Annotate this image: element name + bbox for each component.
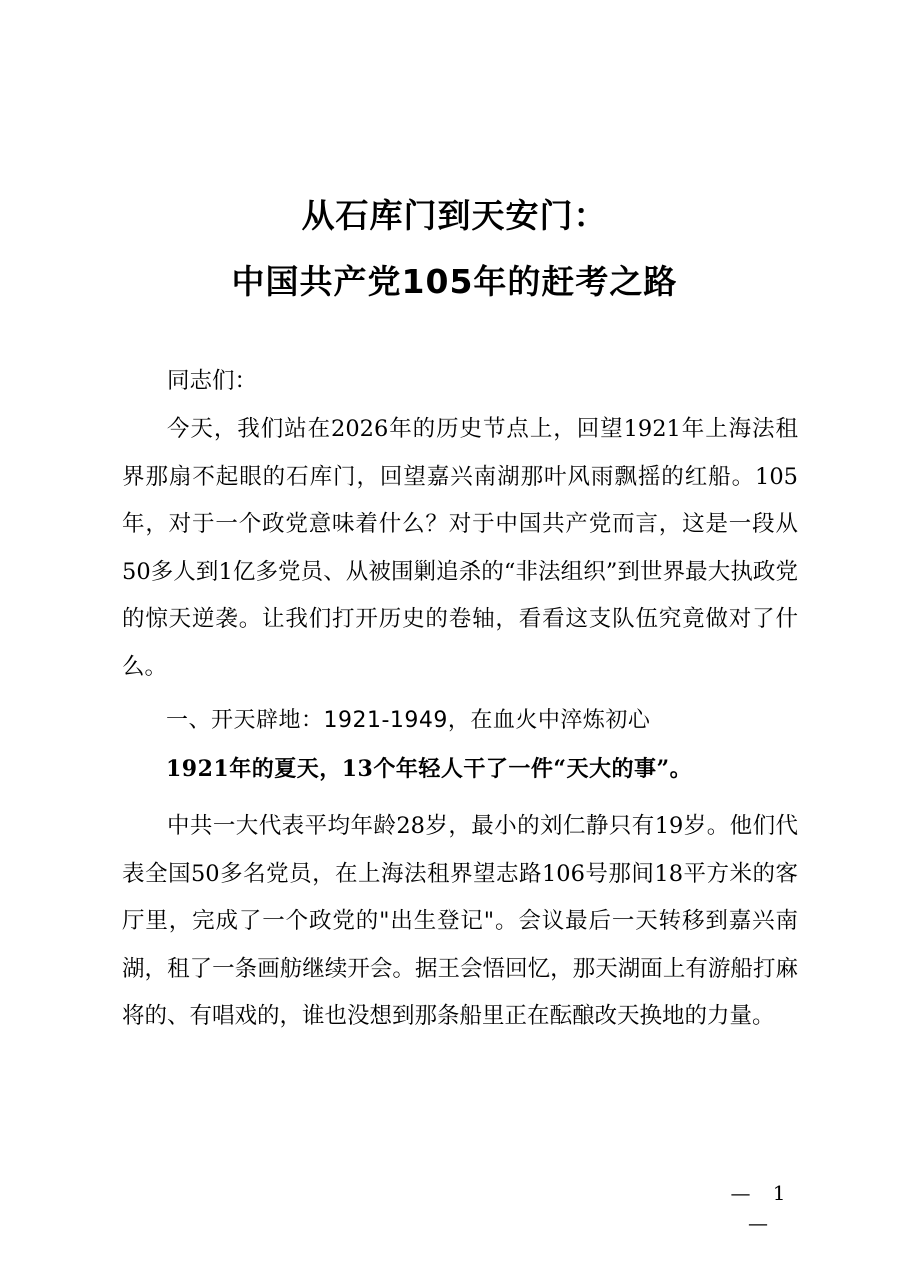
salutation (122, 358, 798, 406)
intro-paragraph (122, 406, 798, 691)
document-title-line1: 从石库门到天安门： (301, 196, 608, 235)
intro-paragraph-text: 今天，我们站在2026年的历史节点上，回望1921年上海法租界那扇不起眼的石库门，回望嘉兴南湖那叶风雨飘摇的红船。105年，对于一个政党意味着什么？对于中国共产党而言，这是一段从50多人到1亿多党员、从被围剿追杀的“非法组织”到世界最大执政党的惊天逆袭。让我们打开历史的卷轴，看看这支队伍究竟做对了什么。 (122, 416, 798, 680)
document-title-line2: 中国共产党105年的赶考之路 (231, 262, 678, 301)
section-heading-text: 一、开天辟地：1921-1949，在血火中淬炼初心 (166, 708, 651, 733)
history-paragraph (122, 803, 798, 1041)
section-heading (122, 697, 798, 745)
subheading (122, 746, 798, 794)
subheading-text: 1921年的夏天，13个年轻人干了一件“天大的事”。 (166, 756, 693, 782)
page-number: — 1 — (730, 1181, 794, 1235)
history-paragraph-text: 中共一大代表平均年龄28岁，最小的刘仁静只有19岁。他们代表全国50多名党员，在上海法租界望志路106号那间18平方米的客厅里，完成了一个政党的"出生登记"。会议最后一天转移到嘉兴南湖，租了一条画舫继续开会。据王会悟回忆，那天湖面上有游船打麻将的、有唱戏的，谁也没想到那条船里正在酝酿改天换地的力量。 (122, 813, 798, 1029)
salutation-text: 同志们： (167, 368, 258, 394)
